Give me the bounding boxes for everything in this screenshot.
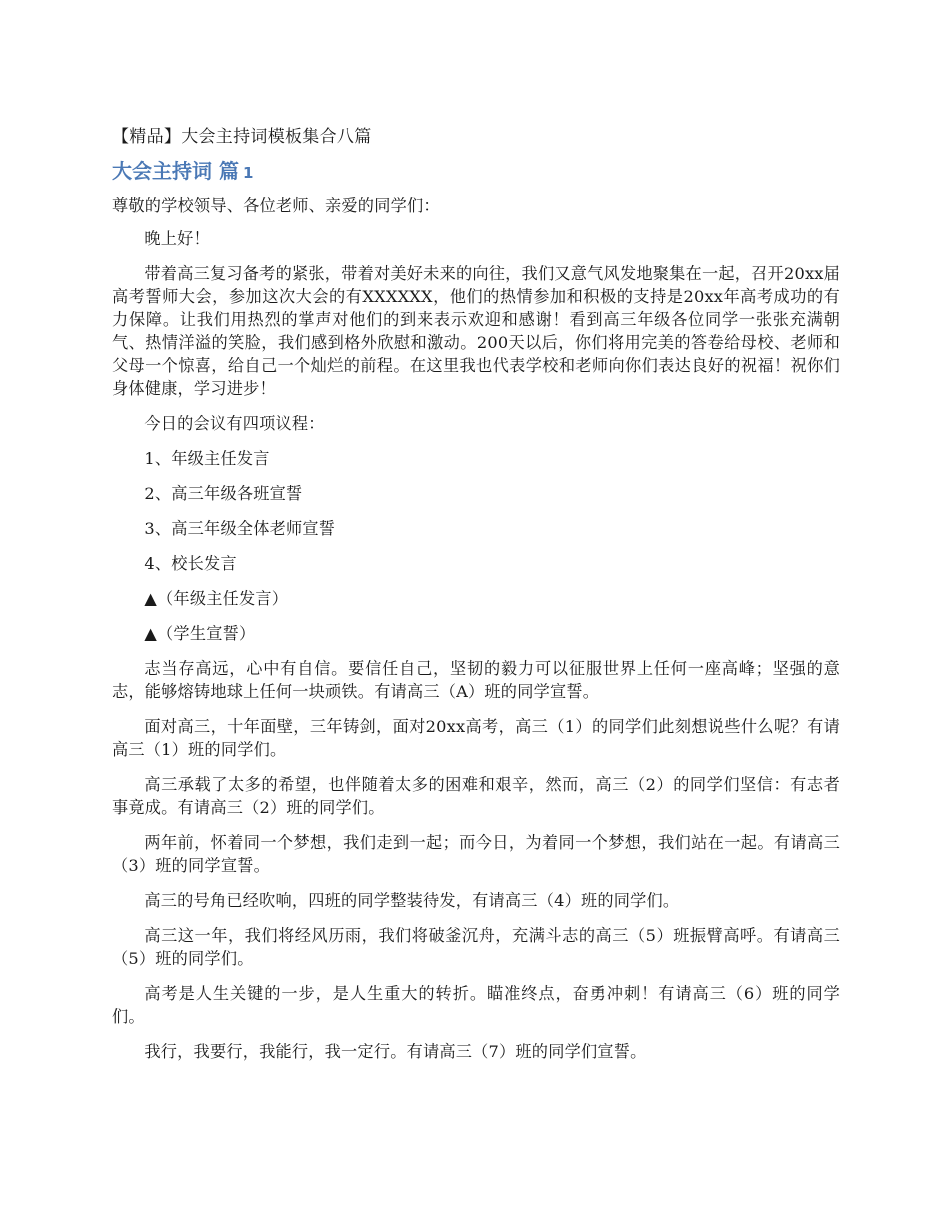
body-paragraph: 两年前，怀着同一个梦想，我们走到一起；而今日，为着同一个梦想，我们站在一起。有请高三（3）班的同学宣誓。	[112, 833, 840, 875]
body-paragraph: 高考是人生关键的一步，是人生重大的转折。瞄准终点，奋勇冲刺！有请高三（6）班的同学们。	[112, 984, 840, 1026]
section-heading	[112, 156, 840, 188]
agenda-item: 4、校长发言	[144, 554, 237, 573]
agenda-item: 1、年级主任发言	[144, 449, 270, 468]
greeting-paragraph: 晚上好！	[144, 229, 210, 248]
body-paragraph: 面对高三，十年面壁，三年铸剑，面对20xx高考，高三（1）的同学们此刻想说些什么呢？有请高三（1）班的同学们。	[112, 717, 840, 759]
stage-direction: ▲（学生宣誓）	[144, 624, 256, 643]
body-paragraph: 高三承载了太多的希望，也伴随着太多的困难和艰辛，然而，高三（2）的同学们坚信：有志者事竟成。有请高三（2）班的同学们。	[112, 775, 840, 817]
agenda-item: 2、高三年级各班宣誓	[144, 484, 303, 503]
agenda-item: 3、高三年级全体老师宣誓	[144, 519, 336, 538]
body-paragraph: 高三的号角已经吹响，四班的同学整装待发，有请高三（4）班的同学们。	[144, 891, 680, 910]
document-page	[112, 124, 840, 1075]
body-paragraph: 志当存高远，心中有自信。要信任自己，坚韧的毅力可以征服世界上任何一座高峰；坚强的意志，能够熔铸地球上任何一块顽铁。有请高三（A）班的同学宣誓。	[112, 659, 840, 701]
stage-direction: ▲（年级主任发言）	[144, 589, 289, 608]
document-title: 【精品】大会主持词模板集合八篇	[112, 127, 372, 147]
section-heading-number: 1	[242, 164, 254, 182]
agenda-intro-paragraph: 今日的会议有四项议程：	[144, 414, 325, 433]
opening-paragraph: 带着高三复习备考的紧张，带着对美好未来的向往，我们又意气风发地聚集在一起，召开20xx届高考誓师大会，参加这次大会的有XXXXXX，他们的热情参加和积极的支持是20xx年高考成功的有力保障。让我们用热烈的掌声对他们的到来表示欢迎和感谢！看到高三年级各位同学一张张充满朝气、热情洋溢的笑脸，我们感到格外欣慰和激动。200天以后，你们将用完美的答卷给母校、老师和父母一个惊喜，给自己一个灿烂的前程。在这里我也代表学校和老师向你们表达良好的祝福！祝你们身体健康，学习进步！	[112, 264, 840, 398]
body-paragraph: 我行，我要行，我能行，我一定行。有请高三（7）班的同学们宣誓。	[144, 1042, 647, 1061]
body-paragraph: 高三这一年，我们将经风历雨，我们将破釜沉舟，充满斗志的高三（5）班振臂高呼。有请高三（5）班的同学们。	[112, 926, 840, 968]
section-heading-text: 大会主持词 篇	[112, 159, 239, 183]
salutation-paragraph: 尊敬的学校领导、各位老师、亲爱的同学们：	[112, 196, 440, 215]
